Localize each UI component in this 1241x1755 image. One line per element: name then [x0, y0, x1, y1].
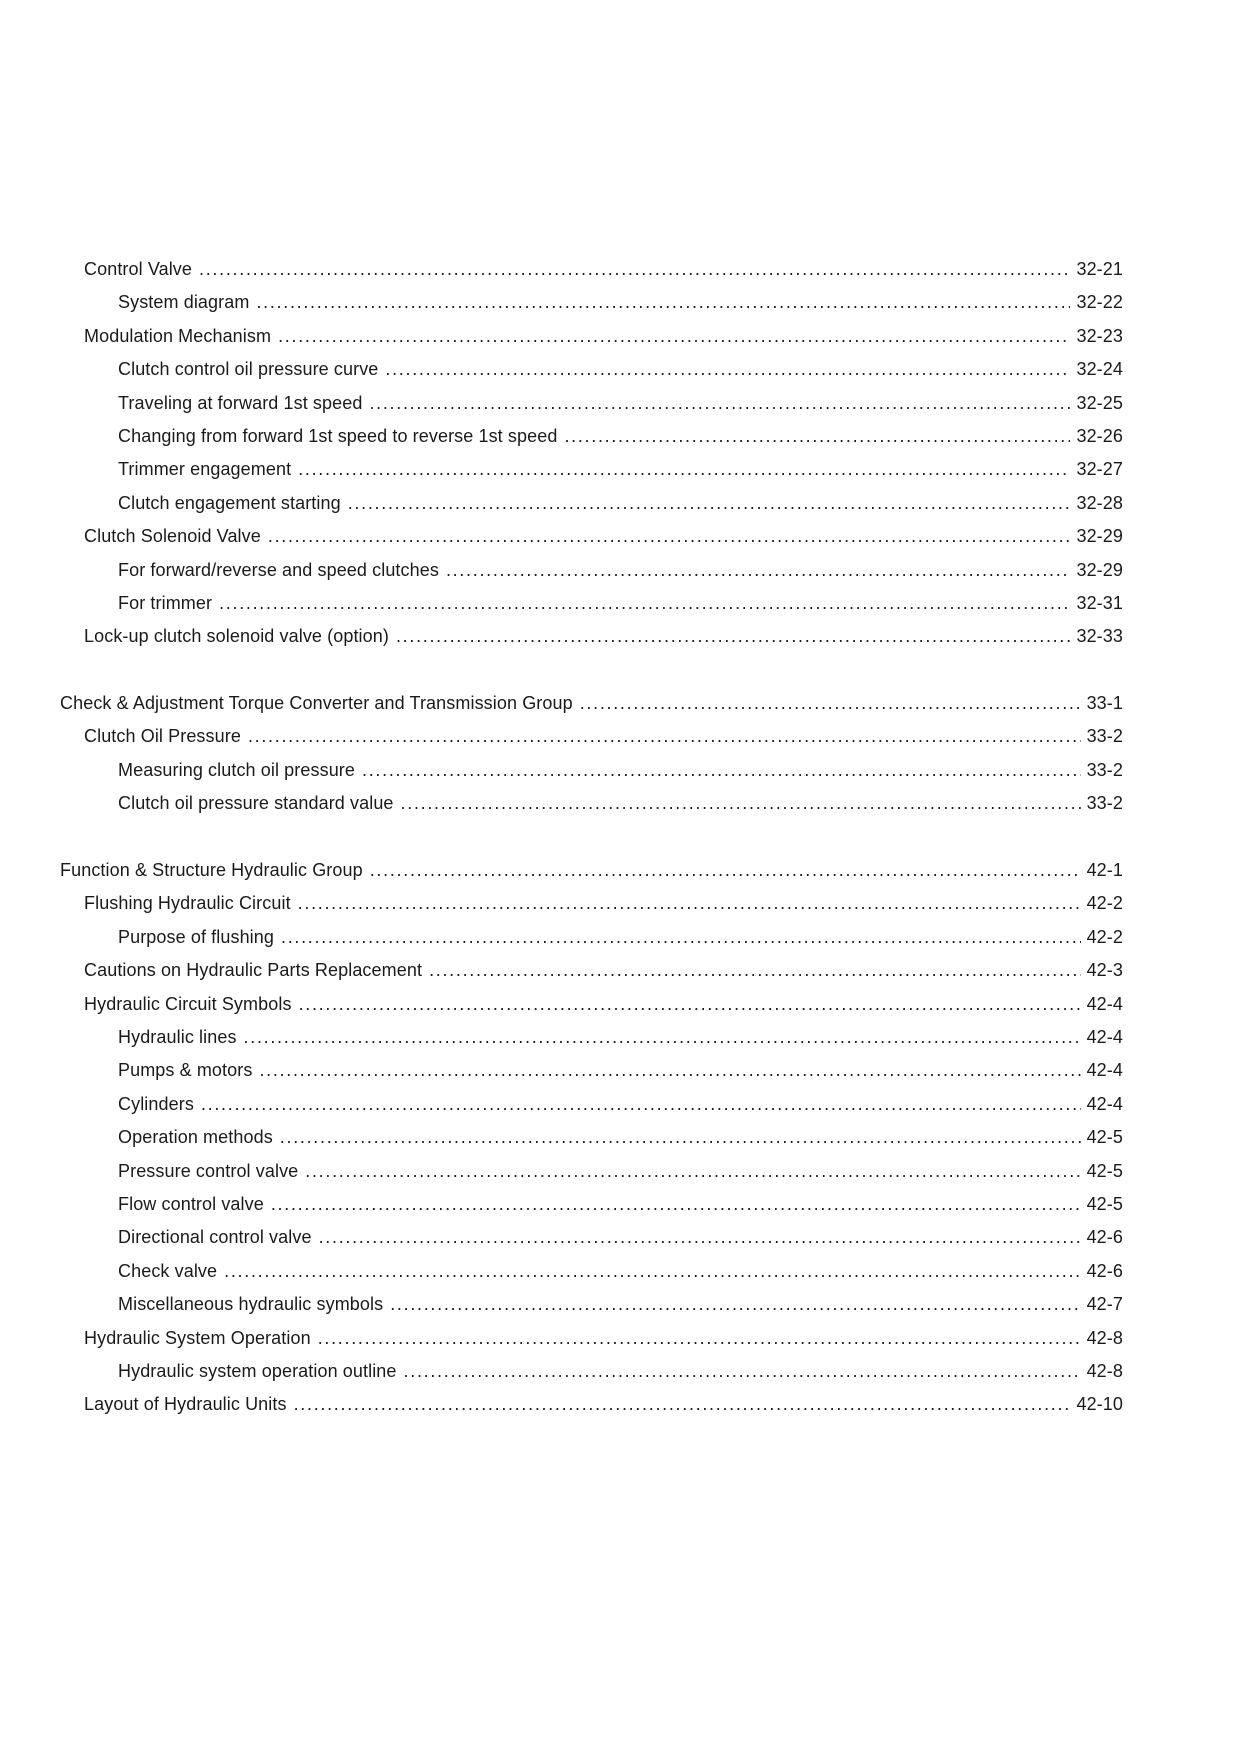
toc-entry-title: Pumps & motors — [118, 1060, 253, 1081]
toc-entry[interactable] — [60, 754, 1123, 787]
toc-entry-title: Pressure control valve — [118, 1160, 299, 1181]
dot-leader — [404, 1355, 1081, 1388]
dot-leader — [256, 286, 1070, 319]
toc-entry-title: Flow control valve — [118, 1193, 264, 1214]
toc-entry-page-number: 42-2 — [1086, 893, 1123, 914]
table-of-contents — [60, 253, 1123, 1422]
dot-leader — [259, 1054, 1080, 1087]
dot-leader — [199, 253, 1070, 286]
toc-entry[interactable] — [60, 253, 1123, 286]
dot-leader — [281, 921, 1081, 954]
toc-entry[interactable] — [60, 921, 1123, 954]
toc-entry-title: Hydraulic Circuit Symbols — [84, 993, 292, 1014]
toc-entry-title: For forward/reverse and speed clutches — [118, 559, 439, 580]
toc-entry-page-number: 42-8 — [1086, 1360, 1123, 1381]
dot-leader — [580, 687, 1081, 720]
toc-entry-page-number: 32-24 — [1076, 359, 1123, 380]
dot-leader — [305, 1155, 1080, 1188]
toc-entry-page-number: 42-6 — [1086, 1227, 1123, 1248]
dot-leader — [299, 988, 1081, 1021]
toc-entry[interactable] — [60, 988, 1123, 1021]
toc-entry[interactable] — [60, 720, 1123, 753]
toc-entry-title: Clutch engagement starting — [118, 492, 341, 513]
dot-leader — [278, 320, 1070, 353]
dot-leader — [369, 387, 1070, 420]
toc-entry[interactable] — [60, 1322, 1123, 1355]
toc-entry[interactable] — [60, 1288, 1123, 1321]
toc-entry-title: Modulation Mechanism — [84, 325, 272, 346]
toc-entry-page-number: 42-4 — [1086, 1093, 1123, 1114]
toc-entry-title: For trimmer — [118, 592, 213, 613]
toc-entry-page-number: 32-29 — [1076, 559, 1123, 580]
dot-leader — [294, 1388, 1071, 1421]
toc-entry[interactable] — [60, 487, 1123, 520]
toc-entry-title: Changing from forward 1st speed to reverse 1st speed — [118, 425, 558, 446]
toc-entry[interactable] — [60, 1121, 1123, 1154]
toc-entry-page-number: 42-6 — [1086, 1260, 1123, 1281]
toc-entry-title: Hydraulic system operation outline — [118, 1360, 397, 1381]
toc-entry-page-number: 42-10 — [1076, 1394, 1123, 1415]
dot-leader — [201, 1088, 1081, 1121]
toc-entry-page-number: 42-4 — [1086, 993, 1123, 1014]
toc-entry-page-number: 32-27 — [1076, 459, 1123, 480]
toc-entry-page-number: 32-33 — [1076, 626, 1123, 647]
dot-leader — [280, 1121, 1081, 1154]
toc-entry-page-number: 32-29 — [1076, 526, 1123, 547]
toc-entry-page-number: 33-1 — [1086, 693, 1123, 714]
toc-entry[interactable] — [60, 554, 1123, 587]
toc-entry-title: Hydraulic System Operation — [84, 1327, 311, 1348]
toc-entry[interactable] — [60, 887, 1123, 920]
dot-leader — [248, 720, 1081, 753]
toc-entry-title: Clutch Oil Pressure — [84, 726, 241, 747]
dot-leader — [271, 1188, 1081, 1221]
toc-entry-title: Layout of Hydraulic Units — [84, 1394, 287, 1415]
toc-entry[interactable] — [60, 1021, 1123, 1054]
dot-leader — [429, 954, 1081, 987]
dot-leader — [362, 754, 1081, 787]
toc-entry-title: Clutch control oil pressure curve — [118, 359, 379, 380]
toc-entry-page-number: 42-5 — [1086, 1193, 1123, 1214]
section-gap — [60, 654, 1123, 687]
toc-entry-title: Lock-up clutch solenoid valve (option) — [84, 626, 389, 647]
toc-entry-page-number: 32-25 — [1076, 392, 1123, 413]
toc-entry[interactable] — [60, 587, 1123, 620]
toc-entry[interactable] — [60, 787, 1123, 820]
toc-entry[interactable] — [60, 420, 1123, 453]
toc-entry[interactable] — [60, 620, 1123, 653]
toc-entry[interactable] — [60, 320, 1123, 353]
toc-entry-page-number: 32-31 — [1076, 592, 1123, 613]
toc-entry[interactable] — [60, 453, 1123, 486]
toc-entry-page-number: 42-1 — [1086, 860, 1123, 881]
toc-entry-title: Hydraulic lines — [118, 1026, 237, 1047]
dot-leader — [370, 854, 1081, 887]
toc-entry-page-number: 42-7 — [1086, 1294, 1123, 1315]
dot-leader — [396, 620, 1070, 653]
toc-entry-page-number: 42-2 — [1086, 926, 1123, 947]
toc-entry-page-number: 32-23 — [1076, 325, 1123, 346]
toc-entry[interactable] — [60, 1054, 1123, 1087]
toc-entry-title: Function & Structure Hydraulic Group — [60, 860, 363, 881]
toc-entry-page-number: 32-28 — [1076, 492, 1123, 513]
toc-entry-page-number: 32-26 — [1076, 425, 1123, 446]
toc-entry[interactable] — [60, 1155, 1123, 1188]
section-gap — [60, 821, 1123, 854]
dot-leader — [298, 453, 1070, 486]
toc-entry-page-number: 42-4 — [1086, 1026, 1123, 1047]
toc-entry-page-number: 42-3 — [1086, 960, 1123, 981]
toc-entry-page-number: 42-5 — [1086, 1127, 1123, 1148]
dot-leader — [564, 420, 1070, 453]
toc-entry-page-number: 42-8 — [1086, 1327, 1123, 1348]
toc-entry-page-number: 32-22 — [1076, 292, 1123, 313]
dot-leader — [390, 1288, 1080, 1321]
toc-entry[interactable] — [60, 954, 1123, 987]
toc-entry-page-number: 32-21 — [1076, 259, 1123, 279]
toc-entry-title: Purpose of flushing — [118, 926, 274, 947]
toc-entry[interactable] — [60, 1255, 1123, 1288]
toc-entry-page-number: 33-2 — [1086, 726, 1123, 747]
toc-entry[interactable] — [60, 387, 1123, 420]
toc-entry-title: Check valve — [118, 1260, 218, 1281]
toc-entry-title: System diagram — [118, 292, 250, 313]
toc-entry-title: Cautions on Hydraulic Parts Replacement — [84, 960, 423, 981]
dot-leader — [319, 1221, 1081, 1254]
dot-leader — [385, 353, 1070, 386]
toc-entry-page-number: 33-2 — [1086, 759, 1123, 780]
toc-entry-page-number: 33-2 — [1086, 793, 1123, 814]
toc-entry[interactable] — [60, 520, 1123, 553]
toc-entry-title: Trimmer engagement — [118, 459, 292, 480]
toc-entry[interactable] — [60, 854, 1123, 887]
dot-leader — [318, 1322, 1081, 1355]
dot-leader — [219, 587, 1070, 620]
toc-entry-title: Check & Adjustment Torque Converter and Transmission Group — [60, 693, 573, 714]
dot-leader — [298, 887, 1081, 920]
toc-entry[interactable] — [60, 1221, 1123, 1254]
dot-leader — [224, 1255, 1080, 1288]
toc-entry-title: Cylinders — [118, 1093, 194, 1114]
toc-entry[interactable] — [60, 1088, 1123, 1121]
toc-entry[interactable] — [60, 286, 1123, 319]
toc-entry-title: Measuring clutch oil pressure — [118, 759, 356, 780]
toc-entry[interactable] — [60, 1355, 1123, 1388]
dot-leader — [401, 787, 1081, 820]
dot-leader — [348, 487, 1071, 520]
toc-entry[interactable] — [60, 1388, 1123, 1421]
toc-entry[interactable] — [60, 353, 1123, 386]
toc-entry[interactable] — [60, 1188, 1123, 1221]
toc-entry-title: Clutch oil pressure standard value — [118, 793, 394, 814]
toc-entry-page-number: 42-5 — [1086, 1160, 1123, 1181]
toc-entry-title: Directional control valve — [118, 1227, 312, 1248]
dot-leader — [446, 554, 1071, 587]
toc-entry-title: Miscellaneous hydraulic symbols — [118, 1294, 384, 1315]
toc-entry-page-number: 42-4 — [1086, 1060, 1123, 1081]
toc-entry-title: Clutch Solenoid Valve — [84, 526, 261, 547]
toc-entry-title: Traveling at forward 1st speed — [118, 392, 363, 413]
toc-entry-title: Operation methods — [118, 1127, 273, 1148]
dot-leader — [268, 520, 1071, 553]
dot-leader — [244, 1021, 1081, 1054]
toc-entry[interactable] — [60, 687, 1123, 720]
toc-entry-title: Control Valve — [84, 259, 193, 279]
toc-entry-title: Flushing Hydraulic Circuit — [84, 893, 291, 914]
